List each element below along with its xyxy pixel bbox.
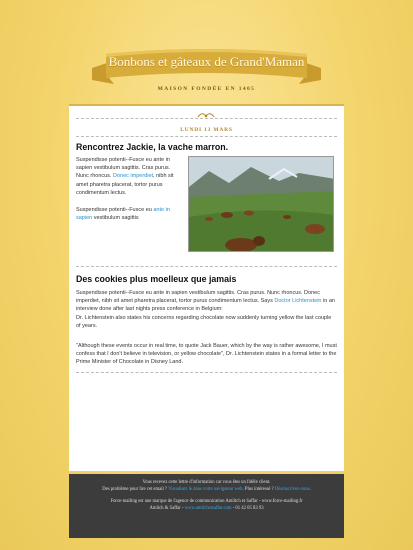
paragraph-text: Suspendisse potenti--Fusce eu ante in sapien vestibulum sagittis. Cras purus. Nunc rhoncus. Donec imperdiet, nibh sit amet pharetra placerat, tortor purus condimentum lectus. Says: [76, 290, 320, 305]
article-link[interactable]: Donec imperdiet: [113, 173, 154, 180]
footer-line: [69, 505, 344, 512]
view-in-browser-link[interactable]: Visualisez le dans votre navigateur web: [168, 487, 243, 492]
paragraph-text: in an interview done after last nights press conference in Belgium:: [76, 298, 335, 313]
footer-line: Vous recevez cette lettre d'information car vous êtes un fidèle client.: [142, 480, 271, 485]
footer-text: Amilch & Saffar -: [149, 506, 184, 511]
agency-link[interactable]: www.amilchetsaffar.com: [184, 506, 232, 511]
paragraph-text: Suspendisse potenti--Fusce eu ante in sapien vestibulum sagittis. Cras purus. Nunc rhoncus.: [76, 157, 171, 180]
footer-line: [69, 486, 344, 493]
cow-photo: [188, 156, 334, 252]
divider: [76, 266, 337, 267]
footer-text: .: [309, 487, 311, 492]
article-paragraph: [76, 206, 182, 222]
article-link[interactable]: in sapien: [76, 207, 170, 222]
footer-text: . Plus intéressé ?: [242, 487, 274, 492]
divider: [76, 118, 337, 119]
footer-line: Force-mailing est une marque de l'agence de communication Amiltch et Saffar - www.force-mailing.fr: [110, 499, 303, 504]
article-quote: "Although these events occur in real time, to quote Jack Bauer, which by the way is rather awesome, I must confess that I don't believe in television, or yellow chocolate", Dr. Lichtenstein states in a formal letter to the Prime Minister of Chocolate in Disney Land.: [76, 343, 337, 366]
article-paragraph: [76, 156, 182, 197]
newsletter-card: [69, 104, 344, 471]
article-title: Rencontrez Jackie, la vache marron.: [76, 142, 229, 152]
footer: [69, 474, 344, 538]
unsubscribe-link[interactable]: Désinscrivez-vous: [274, 487, 310, 492]
paragraph-text: , nibh sit amet pharetra placerat, tortor purus condimentum lectus.: [76, 173, 174, 196]
tagline: MAISON FONDÉE EN 1405: [157, 86, 256, 92]
article-link[interactable]: Doctor Lichtenstein: [274, 298, 322, 305]
paragraph-text: Suspendisse potenti--Fusce eu: [76, 207, 152, 213]
footer-text: - 01 42 05 83 93: [232, 506, 264, 511]
article-title: Des cookies plus moelleux que jamais: [76, 274, 237, 284]
divider: [76, 372, 337, 373]
newsletter-title: Bonbons et gâteaux de Grand'Maman: [108, 54, 305, 69]
footer-text: Des problème pour lire cet email ?: [102, 487, 168, 492]
divider: [76, 136, 337, 137]
paragraph-text: Dr. Lichtenstein also states his concerns regarding chocolate now suddenly turning yellow the last couple of years.: [76, 314, 332, 329]
article-paragraph: [76, 289, 337, 330]
paragraph-text: vestibulum sagittis: [92, 215, 139, 222]
issue-date: LUNDI 13 MARS: [180, 127, 233, 133]
article-link[interactable]: ante: [153, 207, 165, 213]
